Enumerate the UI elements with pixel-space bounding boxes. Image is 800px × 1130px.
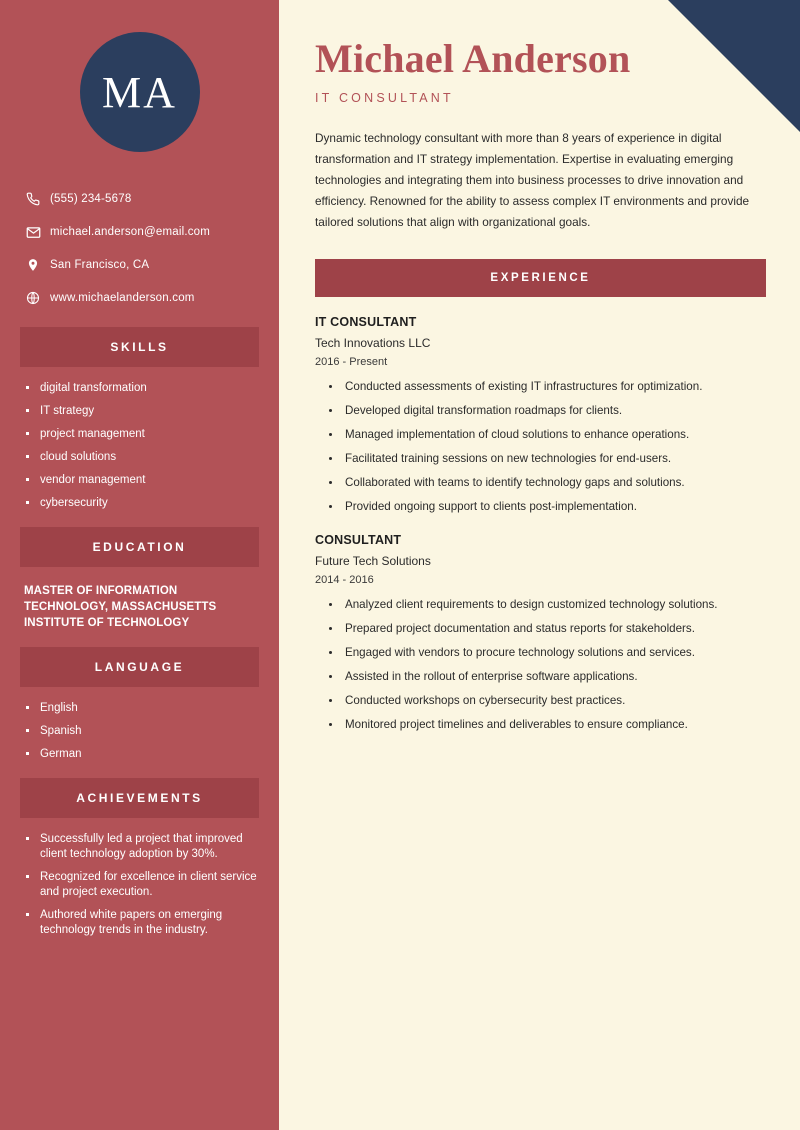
language-section — [0, 701, 279, 762]
list-item: Conducted assessments of existing IT infrastructures for optimization. — [329, 379, 766, 395]
list-item: Spanish — [24, 724, 259, 739]
phone-icon — [26, 192, 46, 206]
list-item: English — [24, 701, 259, 716]
page-title: Michael Anderson — [315, 36, 631, 81]
skills-list — [20, 381, 259, 511]
achievements-section — [0, 832, 279, 937]
list-item: Engaged with vendors to procure technology solutions and services. — [329, 645, 766, 661]
avatar-wrapper — [0, 0, 279, 152]
contact-value: michael.anderson@email.com — [50, 226, 211, 238]
achievements-list — [20, 832, 259, 937]
contact-value: San Francisco, CA — [50, 259, 150, 271]
experience-company: Future Tech Solutions — [315, 554, 431, 568]
list-item: German — [24, 747, 259, 762]
experience-bullets — [315, 379, 766, 515]
language-list — [20, 701, 259, 762]
experience-title: CONSULTANT — [315, 533, 402, 547]
location-pin-icon — [26, 258, 46, 272]
education-entry: MASTER OF INFORMATION TECHNOLOGY, MASSACHUSETTS INSTITUTE OF TECHNOLOGY — [24, 585, 217, 629]
list-item: Assisted in the rollout of enterprise software applications. — [329, 669, 766, 685]
skills-section — [0, 381, 279, 511]
job-role-subtitle: IT CONSULTANT — [315, 91, 454, 105]
experience-company: Tech Innovations LLC — [315, 336, 431, 350]
main-content — [279, 0, 800, 1130]
list-item: Prepared project documentation and status reports for stakeholders. — [329, 621, 766, 637]
experience-entry — [315, 533, 766, 733]
list-item: IT strategy — [24, 404, 259, 419]
list-item: Developed digital transformation roadmaps for clients. — [329, 403, 766, 419]
experience-entry — [315, 315, 766, 515]
list-item: Conducted workshops on cybersecurity best practices. — [329, 693, 766, 709]
sidebar-heading-achievements: ACHIEVEMENTS — [20, 778, 259, 818]
list-item: cybersecurity — [24, 496, 259, 511]
list-item: Managed implementation of cloud solutions to enhance operations. — [329, 427, 766, 443]
list-item: Monitored project timelines and deliverables to ensure compliance. — [329, 717, 766, 733]
list-item: Provided ongoing support to clients post-implementation. — [329, 499, 766, 515]
list-item: cloud solutions — [24, 450, 259, 465]
sidebar — [0, 0, 279, 1130]
list-item: Facilitated training sessions on new technologies for end-users. — [329, 451, 766, 467]
experience-dates: 2016 - Present — [315, 356, 388, 368]
list-item: Collaborated with teams to identify technology gaps and solutions. — [329, 475, 766, 491]
sidebar-heading-education: EDUCATION — [20, 527, 259, 567]
sidebar-heading-skills: SKILLS — [20, 327, 259, 367]
contact-item-phone — [26, 186, 255, 212]
contact-item-website — [26, 285, 255, 311]
envelope-icon — [26, 225, 46, 240]
list-item: Authored white papers on emerging technology trends in the industry. — [24, 908, 259, 937]
avatar: MA — [80, 32, 200, 152]
contact-value: www.michaelanderson.com — [50, 292, 195, 304]
list-item: project management — [24, 427, 259, 442]
contact-value: (555) 234-5678 — [50, 193, 132, 205]
experience-title: IT CONSULTANT — [315, 315, 417, 329]
experience-bullets — [315, 597, 766, 733]
contact-item-location — [26, 252, 255, 278]
globe-icon — [26, 291, 46, 305]
contact-list — [0, 186, 279, 311]
list-item: Successfully led a project that improved client technology adoption by 30%. — [24, 832, 259, 861]
sidebar-heading-language: LANGUAGE — [20, 647, 259, 687]
section-heading-experience: EXPERIENCE — [315, 259, 766, 297]
profile-summary: Dynamic technology consultant with more than 8 years of experience in digital transformation and IT strategy implementation. Expertise in evaluating emerging technologies and integrating them into business processes to drive innovation and efficiency. Renowned for the ability to assess complex IT environments and provide tailored solutions that align with organizational goals. — [315, 131, 750, 229]
contact-item-email — [26, 219, 255, 245]
experience-dates: 2014 - 2016 — [315, 574, 374, 586]
list-item: vendor management — [24, 473, 259, 488]
education-section — [0, 583, 279, 631]
list-item: Analyzed client requirements to design customized technology solutions. — [329, 597, 766, 613]
list-item: Recognized for excellence in client service and project execution. — [24, 870, 259, 899]
list-item: digital transformation — [24, 381, 259, 396]
